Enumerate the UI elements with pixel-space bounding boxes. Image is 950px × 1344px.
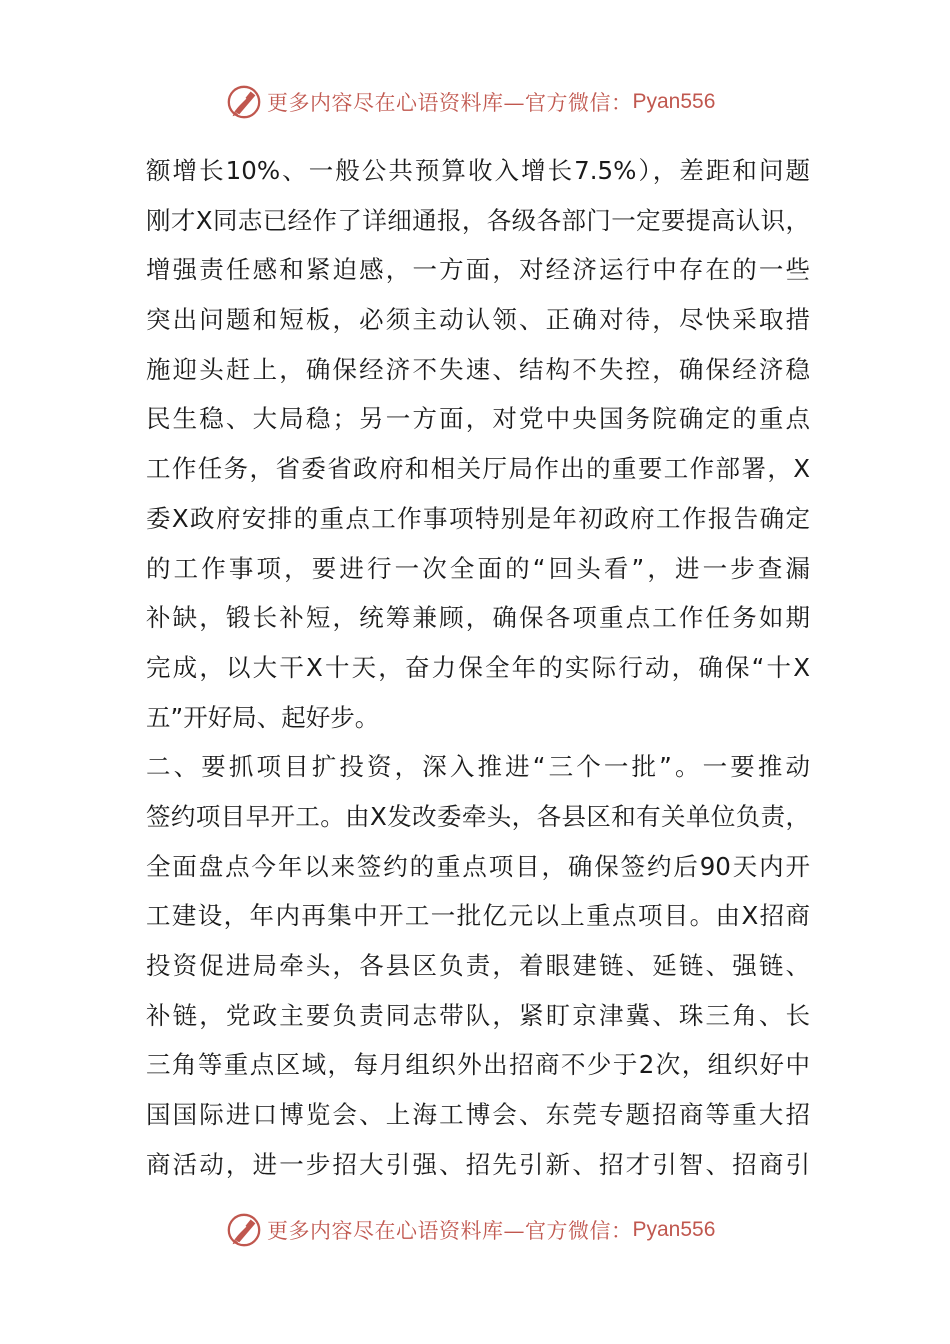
text-line: 三角等重点区域，每月组织外出招商不少于2次，组织好中	[146, 1050, 810, 1080]
text-line: 增强责任感和紧迫感，一方面，对经济运行中存在的一些	[146, 255, 810, 285]
footer-watermark-banner	[225, 1210, 745, 1250]
text-line: 委X政府安排的重点工作事项特别是年初政府工作报告确定	[146, 503, 810, 533]
text-line: 刚才X同志已经作了详细通报，各级各部门一定要提高认识，	[146, 205, 810, 235]
text-line: 补缺，锻长补短，统筹兼顾，确保各项重点工作任务如期	[146, 603, 810, 633]
footer-banner-handle: Pyan556	[632, 1218, 716, 1241]
header-watermark-banner	[225, 82, 745, 122]
pen-logo-icon	[225, 1211, 263, 1249]
text-line: 民生稳、大局稳；另一方面，对党中央国务院确定的重点	[146, 404, 810, 434]
document-body	[146, 146, 810, 1189]
text-line: 五”开好局、起好步。	[146, 702, 380, 732]
text-line: 施迎头赶上，确保经济不失速、结构不失控，确保经济稳	[146, 354, 810, 384]
header-banner-handle: Pyan556	[632, 90, 716, 113]
pen-logo-icon	[225, 83, 263, 121]
text-line: 补链，党政主要负责同志带队，紧盯京津冀、珠三角、长	[146, 1000, 810, 1030]
text-line: 商活动，进一步招大引强、招先引新、招才引智、招商引	[146, 1149, 810, 1179]
section-heading-line: 二、要抓项目扩投资，深入推进“三个一批”。一要推动	[146, 752, 810, 782]
text-line: 投资促进局牵头，各县区负责，着眼建链、延链、强链、	[146, 951, 810, 980]
text-line: 签约项目早开工。由X发改委牵头，各县区和有关单位负责，	[146, 801, 810, 831]
text-line: 工作任务，省委省政府和相关厅局作出的重要工作部署，X	[146, 454, 810, 484]
text-line: 完成，以大干X十天，奋力保全年的实际行动，确保“十X	[146, 652, 810, 682]
text-line: 额增长10%、一般公共预算收入增长7.5%），差距和问题	[146, 156, 810, 185]
header-banner-text: 更多内容尽在心语资料库—官方微信：	[267, 91, 633, 115]
text-line: 突出问题和短板，必须主动认领、正确对待，尽快采取措	[146, 305, 810, 335]
text-line: 全面盘点今年以来签约的重点项目，确保签约后90天内开	[146, 851, 810, 881]
text-line: 的工作事项，要进行一次全面的“回头看”，进一步查漏	[146, 553, 810, 583]
text-line: 工建设，年内再集中开工一批亿元以上重点项目。由X招商	[146, 901, 810, 931]
text-line: 国国际进口博览会、上海工博会、东莞专题招商等重大招	[146, 1100, 810, 1130]
footer-banner-text: 更多内容尽在心语资料库—官方微信：	[267, 1219, 633, 1243]
